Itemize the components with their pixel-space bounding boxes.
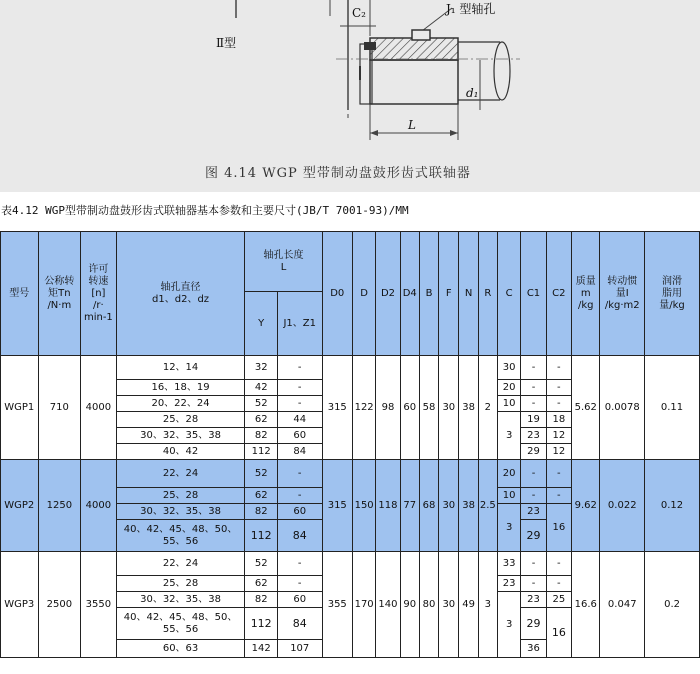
hdr-d0: D0 (322, 232, 352, 356)
c2-cell: 12 (546, 444, 571, 460)
d0-cell: 315 (322, 460, 352, 552)
hdr-speed-4: /r· (93, 299, 104, 311)
r-cell: 3 (478, 552, 497, 658)
bore-cell: 12、14 (116, 356, 245, 380)
y-cell: 82 (245, 592, 277, 608)
bore-cell: 25、28 (116, 576, 245, 592)
hdr-r: R (478, 232, 497, 356)
hdr-n: N (459, 232, 478, 356)
c-cell: 20 (497, 380, 520, 396)
y-cell: 52 (245, 460, 277, 488)
group-wgp1 (1, 356, 700, 460)
hdr-b: B (419, 232, 438, 356)
hdr-bore-2: d1、d2、dz (152, 293, 210, 305)
j1-cell: 84 (277, 608, 322, 640)
l-label: L (408, 118, 416, 132)
hdr-bore (116, 232, 245, 356)
c1-cell: 19 (521, 412, 546, 428)
y-cell: 82 (245, 504, 277, 520)
bore-cell: 22、24 (116, 460, 245, 488)
speed-cell: 3550 (81, 552, 117, 658)
model-cell: WGP3 (1, 552, 39, 658)
c2-cell: - (546, 488, 571, 504)
y-cell: 112 (245, 608, 277, 640)
d-cell: 170 (352, 552, 375, 658)
c2-cell: 18 (546, 412, 571, 428)
j1-cell: - (277, 396, 322, 412)
d-cell: 150 (352, 460, 375, 552)
hdr-grease (645, 232, 700, 356)
y-cell: 42 (245, 380, 277, 396)
bore-cell: 40、42、45、48、50、55、56 (116, 520, 245, 552)
mass-cell: 16.6 (572, 552, 600, 658)
y-cell: 62 (245, 488, 277, 504)
c2-label: C₂ (352, 6, 366, 20)
b-cell: 80 (419, 552, 438, 658)
mass-cell: 5.62 (572, 356, 600, 460)
c1-cell: - (521, 380, 546, 396)
bore-cell: 60、63 (116, 640, 245, 658)
r-cell: 2 (478, 356, 497, 460)
j1-cell: 60 (277, 504, 322, 520)
hdr-y: Y (245, 292, 277, 356)
c1-cell: 23 (521, 592, 546, 608)
hdr-c1: C1 (521, 232, 546, 356)
j1-cell: - (277, 356, 322, 380)
hdr-torque-2: 矩Tn (48, 287, 71, 299)
j1-cell: 60 (277, 592, 322, 608)
f-cell: 30 (439, 460, 459, 552)
hdr-model: 型号 (1, 232, 39, 356)
y-cell: 112 (245, 520, 277, 552)
hdr-inertia (600, 232, 645, 356)
hdr-grease-3: 量/kg (659, 299, 685, 311)
hdr-c: C (497, 232, 520, 356)
grease-cell: 0.2 (645, 552, 700, 658)
grease-cell: 0.12 (645, 460, 700, 552)
d0-cell: 355 (322, 552, 352, 658)
d1-label: d₁ (466, 86, 479, 100)
c1-cell: - (521, 396, 546, 412)
hdr-torque (38, 232, 81, 356)
c-cell: 20 (497, 460, 520, 488)
c2-cell: 12 (546, 428, 571, 444)
y-cell: 62 (245, 576, 277, 592)
hdr-length-2: L (280, 261, 287, 273)
coupling-drawing (0, 0, 700, 192)
grease-cell: 0.11 (645, 356, 700, 460)
c-cell: 30 (497, 356, 520, 380)
hdr-speed-2: 转速 (88, 275, 109, 287)
hdr-length-1: 轴孔长度 (263, 249, 304, 261)
c-cell: 23 (497, 576, 520, 592)
c1-cell: - (521, 576, 546, 592)
c2-cell: 16 (546, 608, 571, 658)
model-cell: WGP2 (1, 460, 39, 552)
y-cell: 52 (245, 552, 277, 576)
d4-cell: 90 (400, 552, 419, 658)
c-cell: 10 (497, 396, 520, 412)
d2-cell: 98 (376, 356, 400, 460)
c1-cell: 29 (521, 520, 546, 552)
table-header (1, 232, 700, 356)
d4-cell: 77 (400, 460, 419, 552)
hdr-inertia-1: 转动惯 (607, 275, 638, 287)
hdr-torque-1: 公称转 (44, 275, 75, 287)
j1-label: J₁ 型轴孔 (446, 2, 496, 16)
bore-cell: 30、32、35、38 (116, 504, 245, 520)
c2-cell: - (546, 552, 571, 576)
hdr-mass-3: /kg (577, 299, 594, 311)
hdr-inertia-2: 量I (615, 287, 629, 299)
j1-cell: - (277, 552, 322, 576)
hdr-grease-2: 脂用 (662, 287, 683, 299)
y-cell: 142 (245, 640, 277, 658)
c1-cell: - (521, 460, 546, 488)
j1-cell: 107 (277, 640, 322, 658)
r-cell: 2.5 (478, 460, 497, 552)
hdr-grease-1: 润滑 (662, 275, 683, 287)
speed-cell: 4000 (81, 356, 117, 460)
mass-cell: 9.62 (572, 460, 600, 552)
c1-cell: 36 (521, 640, 546, 658)
hdr-torque-3: /N·m (47, 299, 72, 311)
n-cell: 38 (459, 460, 478, 552)
c1-cell: 29 (521, 444, 546, 460)
j1-cell: 44 (277, 412, 322, 428)
y-cell: 32 (245, 356, 277, 380)
hdr-d2: D2 (376, 232, 400, 356)
hdr-j1z1: J1、Z1 (277, 292, 322, 356)
hdr-bore-1: 轴孔直径 (160, 281, 201, 293)
table-title: 表4.12 WGP型带制动盘鼓形齿式联轴器基本参数和主要尺寸(JB/T 7001-93)/MM (1, 204, 409, 217)
b-cell: 58 (419, 356, 438, 460)
bore-cell: 30、32、35、38 (116, 428, 245, 444)
j1-cell: 84 (277, 520, 322, 552)
d0-cell: 315 (322, 356, 352, 460)
bore-cell: 30、32、35、38 (116, 592, 245, 608)
f-cell: 30 (439, 552, 459, 658)
c-cell: 3 (497, 592, 520, 658)
c-cell: 3 (497, 504, 520, 552)
figure-caption: 图 4.14 WGP 型带制动盘鼓形齿式联轴器 (205, 166, 471, 181)
type-label: Ⅱ型 (216, 36, 237, 50)
y-cell: 112 (245, 444, 277, 460)
f-cell: 30 (439, 356, 459, 460)
c1-cell: 23 (521, 504, 546, 520)
c-cell: 10 (497, 488, 520, 504)
torque-cell: 2500 (38, 552, 81, 658)
hdr-length (245, 232, 322, 292)
c2-cell: 16 (546, 504, 571, 552)
d-cell: 122 (352, 356, 375, 460)
n-cell: 38 (459, 356, 478, 460)
inertia-cell: 0.0078 (600, 356, 645, 460)
j1-cell: 60 (277, 428, 322, 444)
c-cell: 33 (497, 552, 520, 576)
hdr-speed-1: 许可 (88, 263, 109, 275)
bore-cell: 40、42、45、48、50、55、56 (116, 608, 245, 640)
j1-cell: - (277, 488, 322, 504)
torque-cell: 710 (38, 356, 81, 460)
y-cell: 62 (245, 412, 277, 428)
hdr-mass-2: m (580, 287, 591, 299)
bore-cell: 20、22、24 (116, 396, 245, 412)
hdr-d4: D4 (400, 232, 419, 356)
hdr-f: F (439, 232, 459, 356)
d2-cell: 140 (376, 552, 400, 658)
hdr-mass-1: 质量 (575, 275, 596, 287)
j1-cell: - (277, 576, 322, 592)
c1-cell: 23 (521, 428, 546, 444)
j1-cell: 84 (277, 444, 322, 460)
c-cell: 3 (497, 412, 520, 460)
hdr-inertia-3: /kg·m2 (604, 299, 640, 311)
d2-cell: 118 (376, 460, 400, 552)
model-cell: WGP1 (1, 356, 39, 460)
inertia-cell: 0.022 (600, 460, 645, 552)
hdr-d: D (352, 232, 375, 356)
c2-cell: - (546, 356, 571, 380)
y-cell: 82 (245, 428, 277, 444)
bore-cell: 25、28 (116, 412, 245, 428)
b-cell: 68 (419, 460, 438, 552)
bore-cell: 25、28 (116, 488, 245, 504)
hdr-speed (81, 232, 117, 356)
c2-cell: 25 (546, 592, 571, 608)
j1-cell: - (277, 380, 322, 396)
hdr-speed-5: min-1 (83, 311, 113, 323)
hdr-c2: C2 (546, 232, 571, 356)
group-wgp2 (1, 460, 700, 552)
c2-cell: - (546, 396, 571, 412)
d4-cell: 60 (400, 356, 419, 460)
c1-cell: - (521, 552, 546, 576)
bore-cell: 22、24 (116, 552, 245, 576)
c2-cell: - (546, 380, 571, 396)
group-wgp3 (1, 552, 700, 658)
bore-cell: 40、42 (116, 444, 245, 460)
y-cell: 52 (245, 396, 277, 412)
c2-cell: - (546, 460, 571, 488)
n-cell: 49 (459, 552, 478, 658)
hdr-speed-3: [n] (91, 287, 106, 299)
torque-cell: 1250 (38, 460, 81, 552)
c2-cell: - (546, 576, 571, 592)
bore-cell: 16、18、19 (116, 380, 245, 396)
speed-cell: 4000 (81, 460, 117, 552)
spec-table (0, 231, 700, 658)
c1-cell: - (521, 356, 546, 380)
hdr-mass (572, 232, 600, 356)
c1-cell: - (521, 488, 546, 504)
inertia-cell: 0.047 (600, 552, 645, 658)
j1-cell: - (277, 460, 322, 488)
c1-cell: 29 (521, 608, 546, 640)
